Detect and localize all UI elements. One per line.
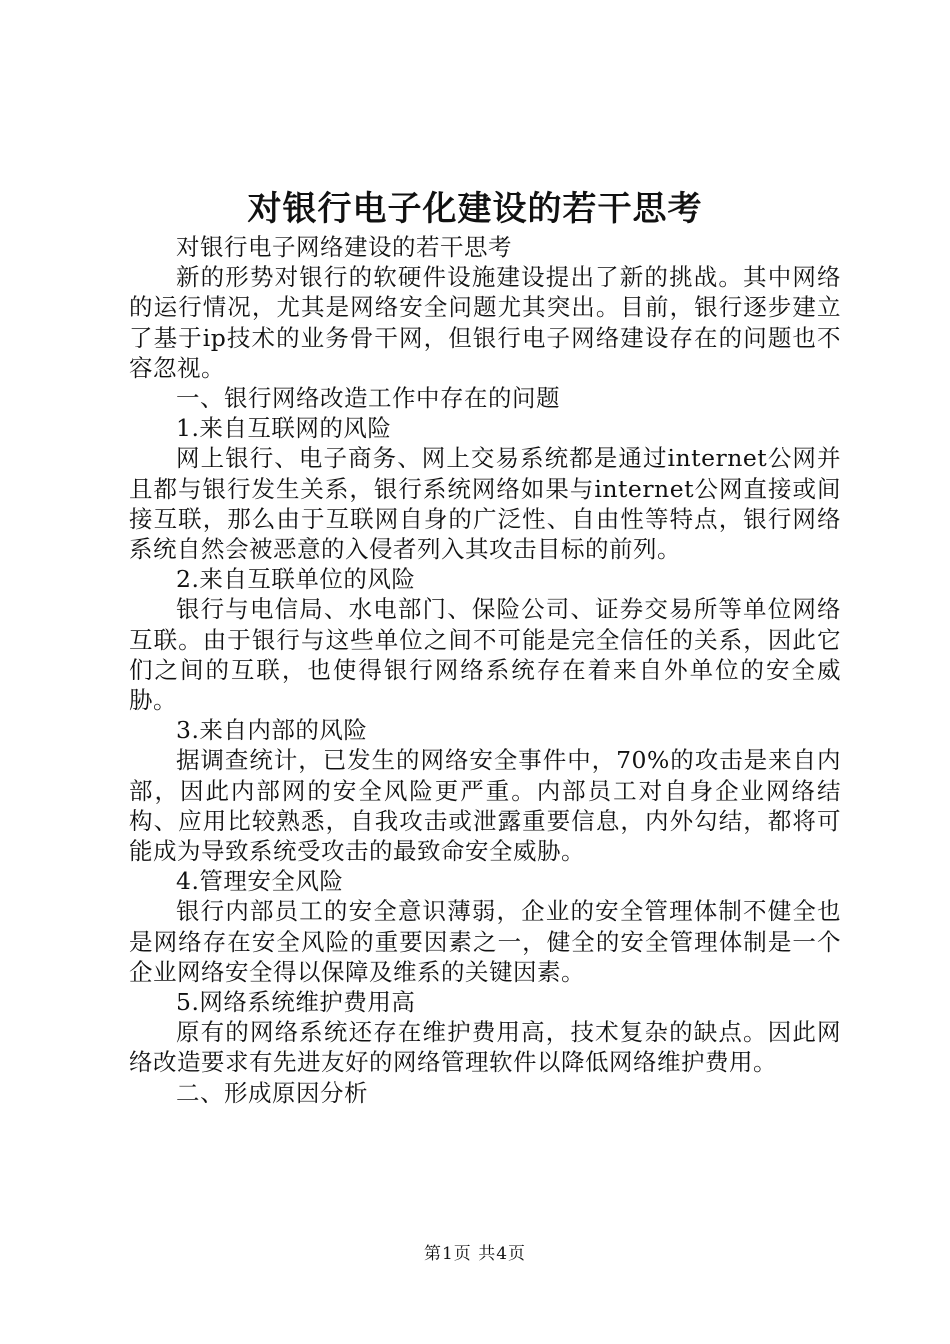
paragraph: 银行与电信局、水电部门、保险公司、证券交易所等单位网络互联。由于银行与这些单位之间不可能是完全信任的关系，因此它们之间的互联，也使得银行网络系统存在着来自外单位的安全威胁。 — [129, 595, 841, 715]
page-footer: 第1页 共4页 — [423, 1244, 527, 1264]
subtitle-line: 对银行电子网络建设的若干思考 — [176, 233, 512, 261]
subsection-heading: 3.来自内部的风险 — [176, 716, 368, 745]
subsection-heading: 2.来自互联单位的风险 — [176, 565, 416, 594]
document-body — [129, 232, 841, 1108]
paragraph: 新的形势对银行的软硬件设施建设提出了新的挑战。其中网络的运行情况，尤其是网络安全问题尤其突出。目前，银行逐步建立了基于ip技术的业务骨干网，但银行电子网络建设存在的问题也不容忽视。 — [129, 263, 841, 382]
subsection-heading: 4.管理安全风险 — [176, 867, 344, 896]
subsection-heading: 1.来自互联网的风险 — [176, 414, 392, 443]
paragraph: 据调查统计，已发生的网络安全事件中，70%的攻击是来自内部，因此内部网的安全风险更严重。内部员工对自身企业网络结构、应用比较熟悉，自我攻击或泄露重要信息，内外勾结，都将可能成为导致系统受攻击的最致命安全威胁。 — [129, 746, 841, 866]
subsection-heading: 5.网络系统维护费用高 — [176, 988, 416, 1017]
document-title: 对银行电子化建设的若干思考 — [247, 189, 703, 229]
section-heading: 二、形成原因分析 — [176, 1078, 368, 1107]
paragraph: 银行内部员工的安全意识薄弱，企业的安全管理体制不健全也是网络存在安全风险的重要因素之一，健全的安全管理体制是一个企业网络安全得以保障及维系的关键因素。 — [129, 897, 841, 986]
paragraph: 网上银行、电子商务、网上交易系统都是通过internet公网并且都与银行发生关系，银行系统网络如果与internet公网直接或间接互联，那么由于互联网自身的广泛性、自由性等特点，银行网络系统自然会被恶意的入侵者列入其攻击目标的前列。 — [129, 444, 841, 564]
section-heading: 一、银行网络改造工作中存在的问题 — [176, 384, 560, 413]
paragraph: 原有的网络系统还存在维护费用高，技术复杂的缺点。因此网络改造要求有先进友好的网络管理软件以降低网络维护费用。 — [129, 1018, 841, 1077]
